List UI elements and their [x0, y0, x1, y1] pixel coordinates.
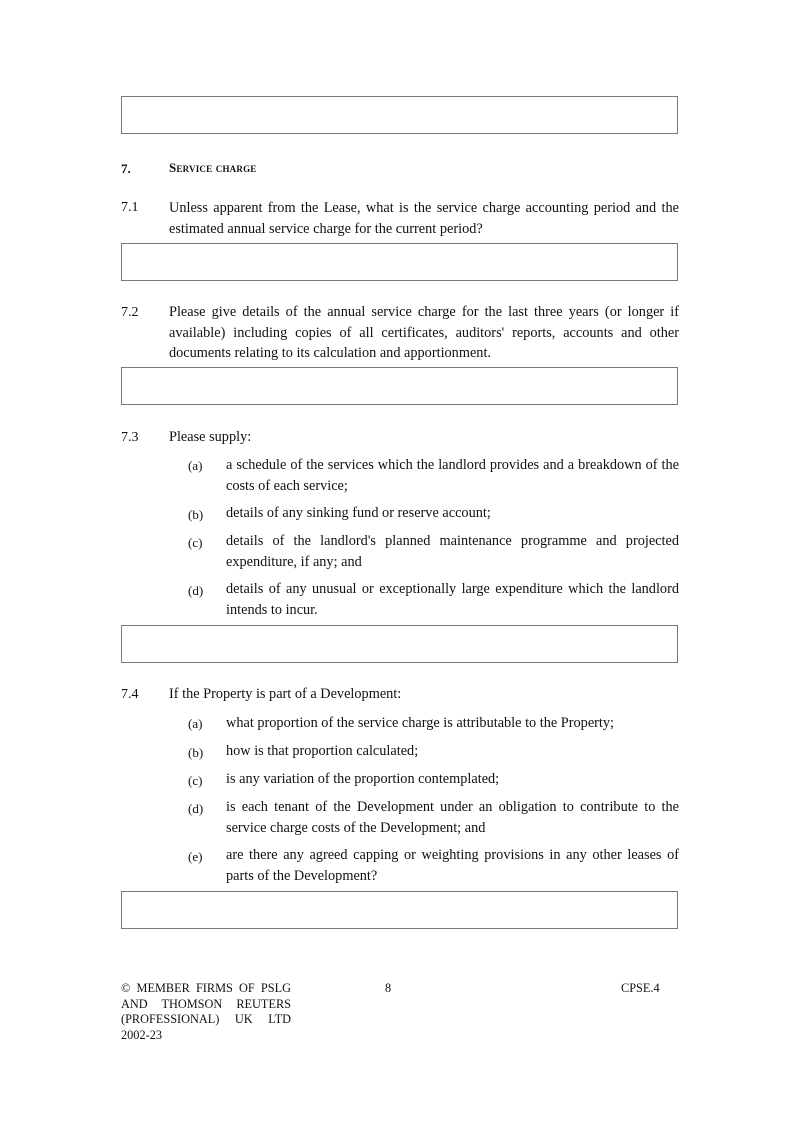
question-text-7-4: If the Property is part of a Development:: [169, 686, 402, 702]
item-text-7-3-b: details of any sinking fund or reserve account;: [226, 505, 491, 521]
item-label-7-4-e: (e): [188, 849, 203, 864]
item-label-7-4-b: (b): [188, 745, 204, 760]
question-number-7-2: 7.2: [121, 305, 139, 320]
footer-copyright-line-4: 2002-23: [121, 1027, 162, 1042]
item-text-7-3-c: details of the landlord's planned maintenance programme and projected expenditure, if any; and: [226, 533, 679, 570]
form-code: CPSE.4: [621, 981, 660, 995]
answer-box-7-2[interactable]: [121, 367, 678, 405]
item-label-7-4-a: (a): [188, 716, 203, 731]
item-label-7-3-d: (d): [188, 583, 204, 598]
answer-box-7-4[interactable]: [121, 891, 678, 929]
question-number-7-4: 7.4: [121, 687, 139, 702]
question-text-7-2: Please give details of the annual service charge for the last three years (or longer if available) including copies of all certificates, auditors' reports, accounts and other documents relating to its calculation and apportionment.: [169, 304, 679, 361]
answer-box-7-1[interactable]: [121, 243, 678, 281]
footer-copyright: [121, 981, 291, 1043]
page-number: 8: [385, 981, 392, 995]
item-text-7-4-e: are there any agreed capping or weighting provisions in any other leases of parts of the Development?: [226, 847, 679, 884]
question-text-7-3: Please supply:: [169, 429, 252, 445]
item-text-7-4-c: is any variation of the proportion contemplated;: [226, 771, 500, 787]
item-text-7-4-a: what proportion of the service charge is attributable to the Property;: [226, 715, 615, 731]
answer-box-7-3[interactable]: [121, 625, 678, 663]
section-title: Service charge: [169, 160, 257, 175]
item-label-7-3-a: (a): [188, 458, 203, 473]
item-text-7-3-d: details of any unusual or exceptionally large expenditure which the landlord intends to incur.: [226, 581, 679, 618]
question-text-7-1: Unless apparent from the Lease, what is the service charge accounting period and the estimated annual service charge for the current period?: [169, 200, 679, 237]
section-number: 7.: [121, 161, 131, 176]
item-label-7-3-b: (b): [188, 507, 204, 522]
item-text-7-4-b: how is that proportion calculated;: [226, 743, 419, 759]
item-label-7-4-d: (d): [188, 801, 204, 816]
item-label-7-3-c: (c): [188, 535, 203, 550]
item-label-7-4-c: (c): [188, 773, 203, 788]
answer-box-previous[interactable]: [121, 96, 678, 134]
footer-copyright-line-1: © MEMBER FIRMS OF PSLG: [121, 981, 291, 995]
item-text-7-4-d: is each tenant of the Development under an obligation to contribute to the service charge costs of the Development; and: [226, 799, 679, 836]
question-number-7-1: 7.1: [121, 200, 139, 215]
question-number-7-3: 7.3: [121, 430, 139, 445]
item-text-7-3-a: a schedule of the services which the landlord provides and a breakdown of the costs of each service;: [226, 457, 679, 494]
footer-copyright-line-2: AND THOMSON REUTERS: [121, 996, 291, 1011]
footer-copyright-line-3: (PROFESSIONAL) UK LTD: [121, 1012, 291, 1026]
